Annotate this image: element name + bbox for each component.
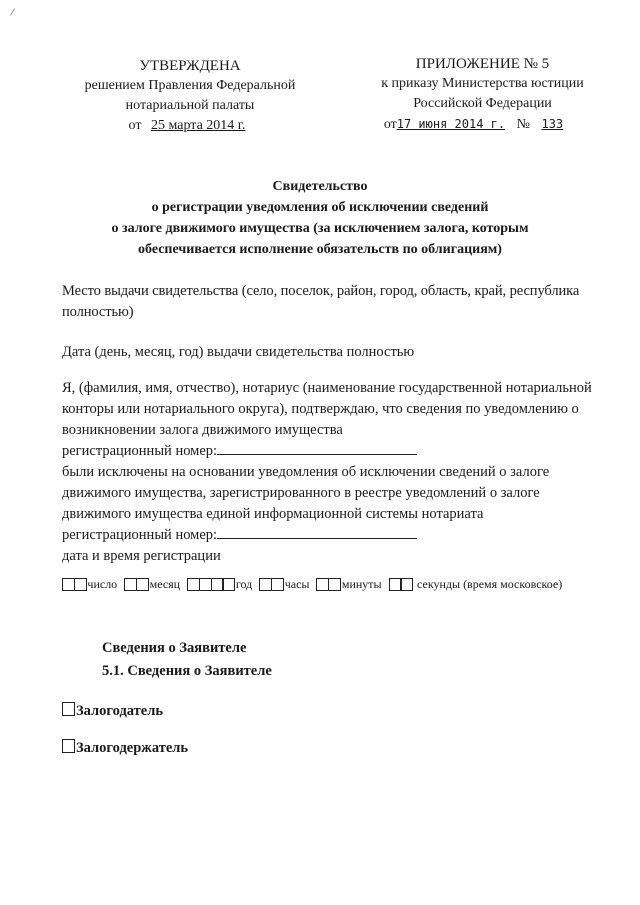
pledgor-checkbox[interactable] — [62, 702, 75, 716]
day-boxes[interactable] — [62, 578, 85, 591]
issue-date-label: Дата (день, месяц, год) выдачи свидетельства полностью — [62, 344, 415, 360]
title-line-4: обеспечивается исполнение обязательств по облигациям) — [138, 242, 502, 257]
excluded-line-2: движимого имущества, зарегистрированного в реестре уведомлений о залоге — [62, 485, 540, 501]
reg-number-label-2: регистрационный номер: — [62, 527, 218, 543]
document-title — [80, 176, 560, 260]
excluded-line-1: были исключены на основании уведомления об исключении сведений о залоге — [62, 464, 550, 480]
title-line-3: о залоге движимого имущества (за исключением залога, которым — [111, 221, 529, 236]
reg-number-label-1: регистрационный номер: — [62, 443, 218, 459]
approval-date-prefix: от — [128, 118, 142, 133]
hours-boxes[interactable] — [259, 578, 282, 591]
approval-date-value: 25 марта 2014 г. — [150, 118, 246, 133]
place-of-issue — [62, 281, 579, 323]
hours-label: часы — [284, 577, 310, 591]
scan-mark — [10, 8, 15, 15]
appendix-date-prefix: от — [383, 117, 397, 132]
appendix-number-value: 133 — [541, 117, 564, 131]
minutes-boxes[interactable] — [316, 578, 339, 591]
appendix-line-2: Российской Федерации — [413, 96, 552, 111]
minutes-label: минуты — [341, 577, 382, 591]
reg-number-field-2[interactable] — [217, 538, 417, 539]
appendix-title: ПРИЛОЖЕНИЕ № 5 — [415, 56, 550, 72]
applicant-subsection-title: 5.1. Сведения о Заявителе — [102, 663, 272, 679]
seconds-boxes[interactable] — [389, 578, 412, 591]
title-line-2: о регистрации уведомления об исключении сведений — [151, 200, 489, 215]
year-label: год — [235, 577, 253, 591]
notary-statement — [62, 378, 610, 567]
approval-block — [70, 56, 310, 136]
pledgor-label: Залогодатель — [76, 703, 164, 719]
appendix-date-value: 17 июня 2014 г. — [396, 117, 506, 131]
notary-line-3: возникновении залога движимого имущества — [62, 422, 343, 438]
month-label: месяц — [149, 577, 181, 591]
pledgee-option[interactable] — [62, 739, 188, 757]
excluded-line-3: движимого имущества единой информационной системы нотариата — [62, 506, 484, 522]
applicant-section-title: Сведения о Заявителе — [102, 640, 247, 656]
title-line-1: Свидетельство — [272, 179, 368, 194]
notary-line-1: Я, (фамилия, имя, отчество), нотариус (наименование государственной нотариальной — [62, 380, 592, 396]
approval-line-2: нотариальной палаты — [125, 98, 255, 113]
approval-line-1: решением Правления Федеральной — [84, 78, 296, 93]
appendix-number-prefix: № — [516, 117, 530, 132]
reg-datetime-label: дата и время регистрации — [62, 548, 221, 564]
reg-number-row-1 — [62, 441, 610, 462]
place-line-2: полностью) — [62, 304, 134, 320]
approval-date — [70, 116, 310, 136]
appendix-date-number — [350, 114, 615, 135]
notary-line-2: конторы или нотариального округа), подтверждаю, что сведения по уведомлению о — [62, 401, 579, 417]
appendix-block — [350, 54, 615, 135]
reg-number-row-2 — [62, 525, 610, 546]
pledgee-label: Залогодержатель — [76, 740, 189, 756]
approval-title: УТВЕРЖДЕНА — [139, 58, 241, 74]
appendix-line-1: к приказу Министерства юстиции — [381, 76, 584, 91]
year-boxes[interactable] — [187, 578, 234, 591]
pledgor-option[interactable] — [62, 702, 163, 720]
pledgee-checkbox[interactable] — [62, 739, 75, 753]
registration-datetime-fields — [62, 577, 569, 592]
seconds-label: секунды (время московское) — [417, 577, 563, 591]
day-label: число — [87, 577, 118, 591]
reg-number-field-1[interactable] — [217, 454, 417, 455]
month-boxes[interactable] — [124, 578, 147, 591]
place-line-1: Место выдачи свидетельства (село, поселок, район, город, область, край, республика — [62, 283, 580, 299]
